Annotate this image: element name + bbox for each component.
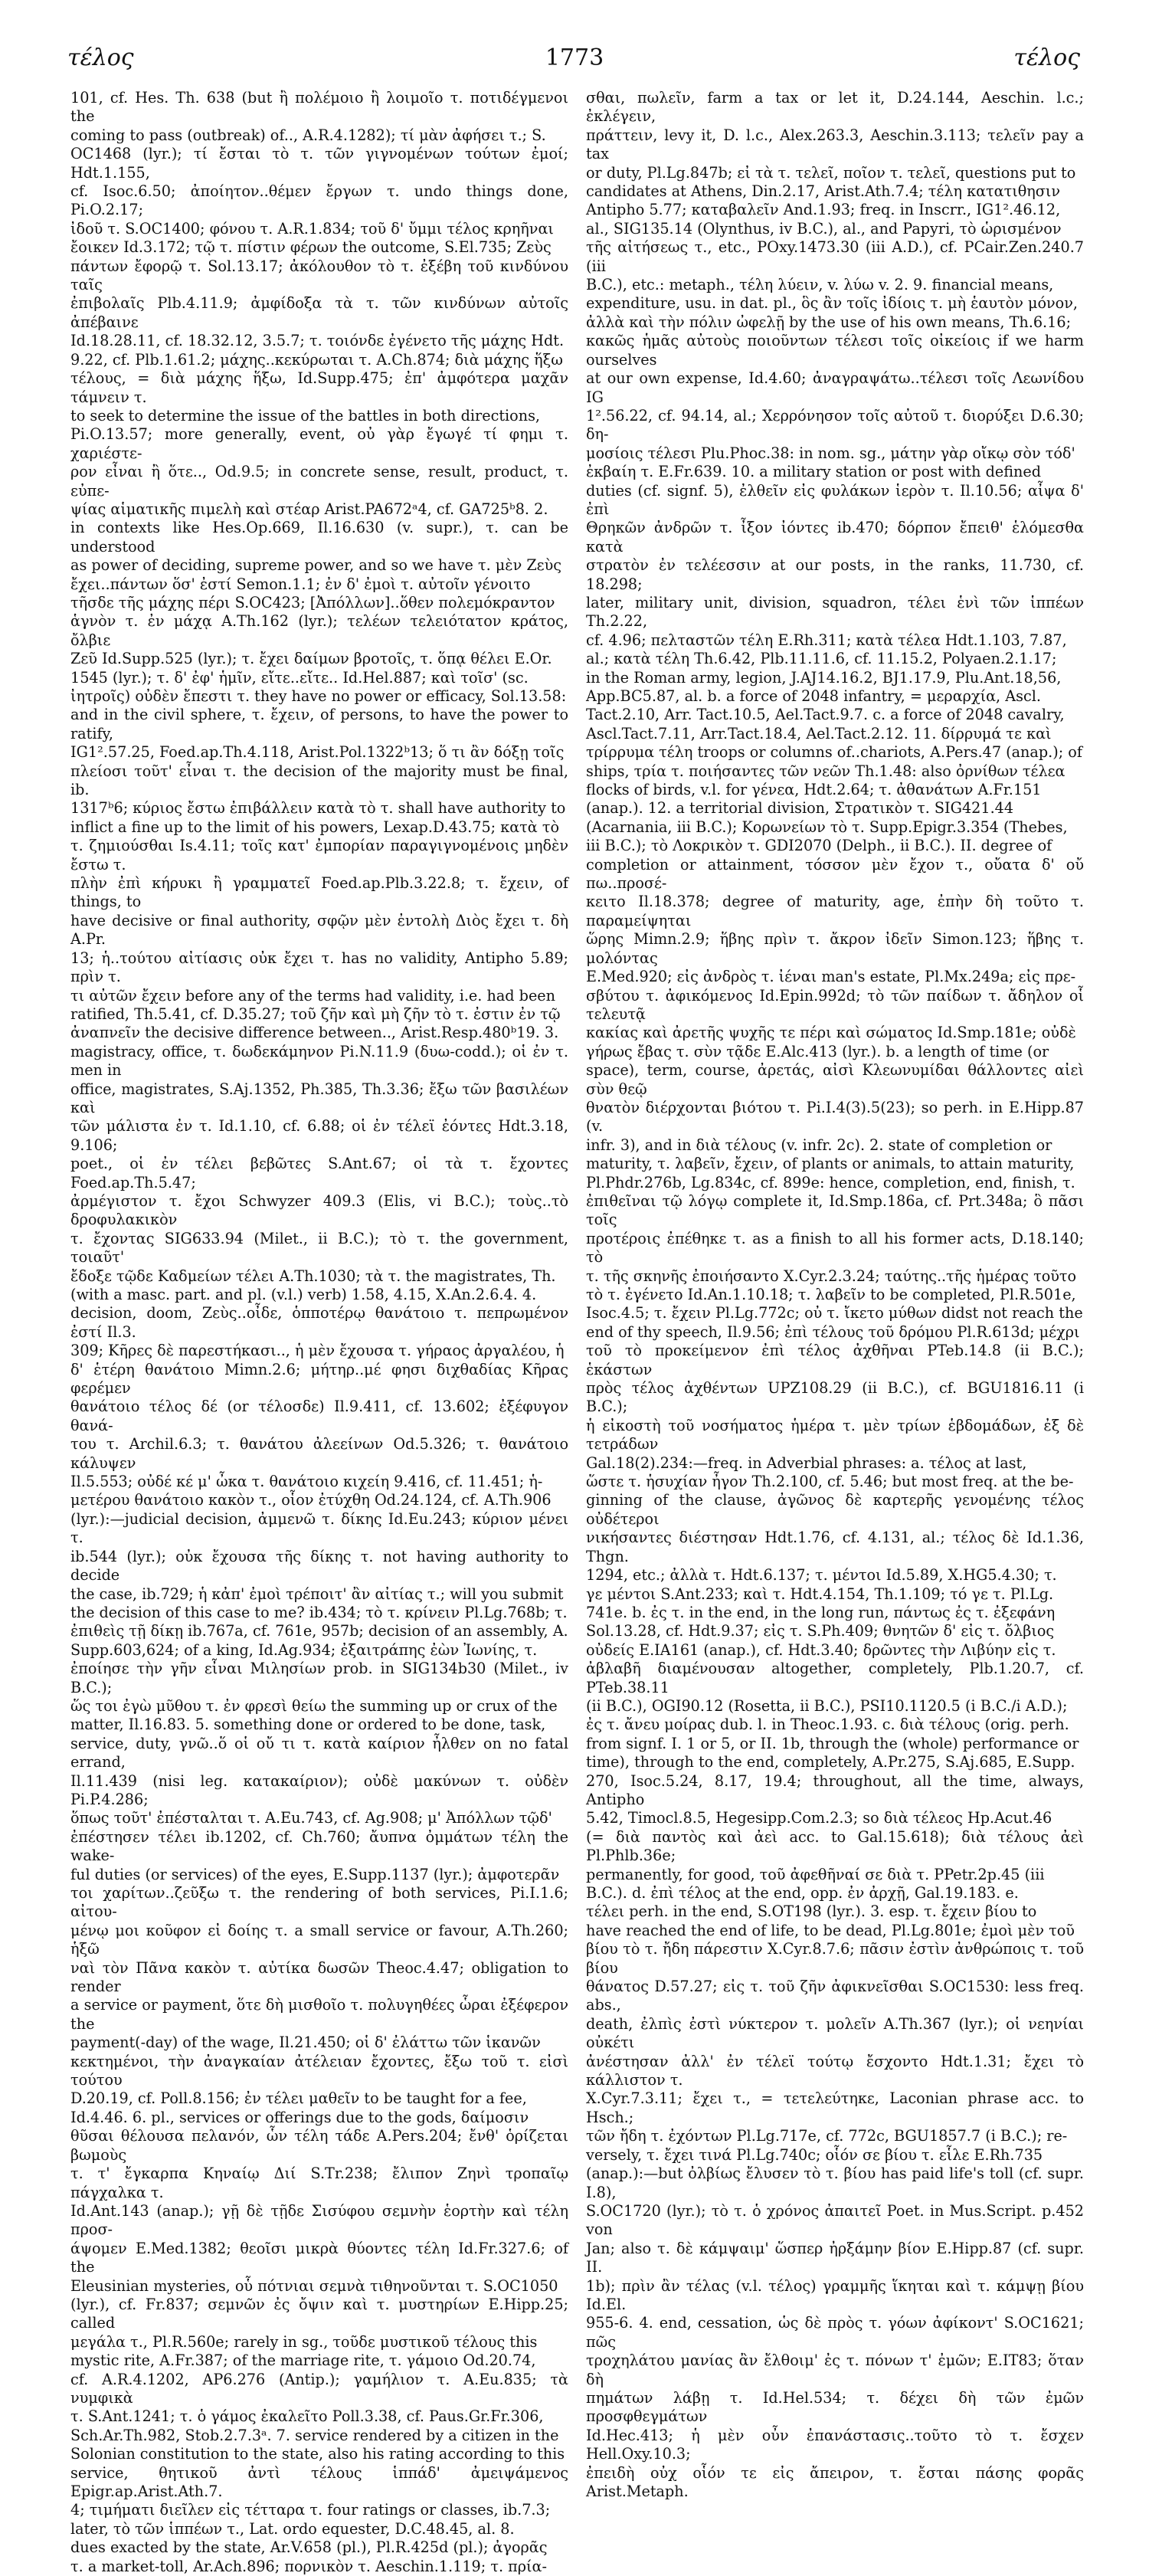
entry-line: (= διὰ παντὸς καὶ ἀεὶ acc. to Gal.15.618); διὰ τέλους ἀεὶ Pl.Phlb.36e;: [586, 1827, 1084, 1865]
entry-line: cf. A.R.4.1202, AP6.276 (Antip.); γαμήλιον τ. A.Eu.835; τὰ νυμφικὰ: [70, 2370, 568, 2407]
entry-line: γε μέντοι S.Ant.233; καὶ τ. Hdt.4.154, Th.1.109; τό γε τ. Pl.Lg.: [586, 1585, 1054, 1603]
entry-line: τρίρρυμα τέλη troops or columns of..chariots, A.Pers.47 (anap.); of: [586, 743, 1082, 762]
entry-line: X.Cyr.7.3.11; ἔχει τ., = τετελεύτηκε, Laconian phrase acc. to Hsch.;: [586, 2089, 1084, 2126]
entry-line: τι αὐτῶν ἔχειν before any of the terms had validity, i.e. had been: [70, 986, 556, 1005]
entry-line: service, duty, γνῶ..ὅ οἱ οὔ τι τ. κατὰ καίριον ἦλθεν on no fatal errand,: [70, 1734, 568, 1771]
entry-line: versely, τ. ἔχει τινά Pl.Lg.740c; οἷόν σε βίου τ. εἷλε E.Rh.735: [586, 2145, 1043, 2164]
entry-line: μετέρου θανάτοιο κακὸν τ., οἷον ἐτύχθη Od.24.124, cf. A.Th.906: [70, 1491, 552, 1509]
entry-line: Id.4.46. 6. pl., services or offerings due to the gods, δαίμοσιν: [70, 2108, 529, 2126]
entry-line: ἔοικεν Id.3.172; τῷ τ. πίστιν φέρων the outcome, S.El.735; Ζεὺς: [70, 238, 552, 257]
entry-line: τέλει perh. in the end, S.OT198 (lyr.). 3. esp. τ. ἔχειν βίου to: [586, 1903, 1037, 1921]
entry-line: ἁγνὸν τ. ἐν μάχᾳ A.Th.162 (lyr.); τελέων τελειότατον κράτος, ὄλβιε: [70, 612, 568, 649]
entry-line: Id.18.28.11, cf. 18.32.12, 3.5.7; τ. τοιόνδε ἐγένετο τῆς μάχης Hdt.: [70, 332, 565, 350]
entry-line: τ. ζημιούσθαι Is.4.11; τοῖς κατ' ἐμπορίαν παραγιγνομένοις μηδὲν ἔστω τ.: [70, 837, 568, 873]
entry-line: ἐπιθεὶς τῇ δίκῃ ib.767a, cf. 761e, 957b; decision of an assembly, A.: [70, 1622, 568, 1640]
entry-line: ἀρμέγιστον τ. ἔχοι Schwyzer 409.3 (Elis, vi B.C.); τοὺς..τὸ δροφυλακικὸν: [70, 1191, 568, 1229]
running-headword-right: τέλος: [1013, 44, 1080, 71]
entry-line: μεγάλα τ., Pl.R.560e; rarely in sg., τοῦδε μυστικοῦ τέλους this: [70, 2332, 538, 2351]
entry-line: at our own expense, Id.4.60; ἀναγραψάτω..τέλεσι τοῖς Λεωνίδου IG: [586, 369, 1084, 406]
entry-line: App.BC5.87, al. b. a force of 2048 infantry, = μεραρχία, Ascl.: [586, 687, 1041, 705]
entry-line: του τ. Archil.6.3; τ. θανάτου ἀλεείνων Od.5.326; τ. θανάτοιο κάλυψεν: [70, 1435, 568, 1472]
entry-line: iii B.C.); τὸ Λοκρικὸν τ. GDI2070 (Delph., ii B.C.). II. degree of: [586, 837, 1052, 855]
entry-line: inflict a fine up to the limit of his powers, Lexap.D.43.75; κατὰ τὸ: [70, 818, 560, 836]
entry-line: office, magistrates, S.Aj.1352, Ph.385, Th.3.36; ἔξω τῶν βασιλέων καὶ: [70, 1080, 568, 1116]
entry-line: ἐπιβολαῖς Plb.4.11.9; ἀμφίδοξα τὰ τ. τῶν κινδύνων αὐτοῖς ἀπέβαινε: [70, 294, 568, 331]
entry-line: πλὴν ἐπὶ κήρυκι ἢ γραμματεῖ Foed.ap.Plb.3.22.8; τ. ἔχειν, of things, to: [70, 874, 568, 911]
entry-line: Id.Hec.413; ἡ μὲν οὖν ἐπανάστασις..τοῦτο τὸ τ. ἔσχεν Hell.Oxy.10.3;: [586, 2426, 1084, 2463]
entry-line: as power of deciding, supreme power, and so we have τ. μὲν Ζεὺς: [70, 556, 562, 575]
entry-line: poet., οἱ ἐν τέλει βεβῶτες S.Ant.67; οἱ τὰ τ. ἔχοντες Foed.ap.Th.5.47;: [70, 1155, 568, 1191]
right-column: [586, 89, 1084, 2500]
entry-line: mystic rite, A.Fr.387; of the marriage rite, τ. γάμοιο Od.20.74,: [70, 2352, 536, 2370]
entry-line: (lyr.):—judicial decision, ἀμμενῶ τ. δίκης Id.Eu.243; κύριον μένει τ.: [70, 1509, 568, 1547]
entry-line: IG1².57.25, Foed.ap.Th.4.118, Arist.Pol.1322ᵇ13; ὅ τι ἂν δόξῃ τοῖς: [70, 743, 565, 762]
entry-line: Tact.2.10, Arr. Tact.10.5, Ael.Tact.9.7. c. a force of 2048 cavalry,: [586, 706, 1065, 724]
entry-line: Jan; also τ. δὲ κάμψαιμ' ὥσπερ ἠρξάμην βίον E.Hipp.87 (cf. supr. II.: [586, 2239, 1084, 2276]
entry-line: ἀναπνεῖν the decisive difference between.., Arist.Resp.480ᵇ19. 3.: [70, 1024, 559, 1042]
entry-line: decision, doom, Ζεὺς..οἶδε, ὁπποτέρῳ θανάτοιο τ. πεπρωμένον ἐστί Il.3.: [70, 1304, 568, 1341]
entry-line: ἔδοξε τῷδε Καδμείων τέλει A.Th.1030; τὰ τ. the magistrates, Th.: [70, 1267, 556, 1285]
entry-line: Sch.Ar.Th.982, Stob.2.7.3ᵃ. 7. service rendered by a citizen in the: [70, 2426, 559, 2444]
entry-line: duties (cf. signf. 5), ἐλθεῖν εἰς φυλάκων ἱερὸν τ. Il.10.56; αἶψα δ' ἐπὶ: [586, 481, 1084, 518]
entry-line: τ. S.Ant.1241; τ. ὁ γάμος ἐκαλεῖτο Poll.3.38, cf. Paus.Gr.Fr.306,: [70, 2407, 544, 2426]
entry-line: τῶν μάλιστα ἐν τ. Id.1.10, cf. 6.88; οἱ ἐν τέλεϊ ἐόντες Hdt.3.18, 9.106;: [70, 1117, 568, 1154]
entry-line: 1545 (lyr.); τ. δ' ἐφ' ἡμῖν, εἴτε..εἴτε.. Id.Hel.887; καὶ τοῖσ' (sc.: [70, 668, 529, 687]
entry-line: 309; Κῆρες δὲ παρεστήκασι.., ἡ μὲν ἔχουσα τ. γήραος ἀργαλέου, ἡ: [70, 1342, 565, 1360]
entry-line: τροχηλάτου μανίας ἂν ἔλθοιμ' ἐς τ. πόνων τ' ἐμῶν; E.IT83; ὅταν δὴ: [586, 2352, 1084, 2388]
entry-line: νικήσαντες διέστησαν Hdt.1.76, cf. 4.131, al.; τέλος δὲ Id.1.36, Thgn.: [586, 1529, 1084, 1565]
entry-line: 4; τιμήματι διεῖλεν εἰς τέτταρα τ. four ratings or classes, ib.7.3;: [70, 2501, 551, 2519]
entry-line: πάντων ἔφορῷ τ. Sol.13.17; ἀκόλουθον τὸ τ. ἐξέβη τοῦ κινδύνου ταῖς: [70, 257, 568, 294]
entry-line: τοι χαρίτων..ζεῦξω τ. the rendering of both services, Pi.I.1.6; αἰτου-: [70, 1884, 568, 1921]
entry-line: ships, τρία τ. ποιήσαντες τῶν νεῶν Th.1.48: also ὀρνίθων τέλεα: [586, 762, 1066, 780]
entry-line: service, θητικοῦ ἀντὶ τέλους ἱππάδ' ἀμειψάμενος Epigr.ap.Arist.Ath.7.: [70, 2463, 568, 2500]
entry-line: Eleusinian mysteries, οὗ πότνιαι σεμνὰ τιθηνοῦνται τ. S.OC1050: [70, 2276, 558, 2295]
entry-line: ginning of the clause, ἀγῶνος δὲ καρτερῆς γενομένης τέλος οὐδέτεροι: [586, 1491, 1084, 1528]
entry-line: Θρηκῶν ἀνδρῶν τ. ἶξον ἰόντες ib.470; δόρπον ἔπειθ' ἑλόμεσθα κατὰ: [586, 519, 1084, 556]
entry-line: τὸ τ. ἐγένετο Id.An.1.10.18; τ. λαβεῖν to be completed, Pl.R.501e,: [586, 1286, 1076, 1303]
entry-line: Pl.Phdr.276b, Lg.834c, cf. 899e: hence, completion, end, finish, τ.: [586, 1173, 1075, 1191]
entry-line: expenditure, usu. in dat. pl., ὃς ἂν τοῖς ἰδίοις τ. μὴ ἑαυτὸν μόνον,: [586, 294, 1078, 313]
entry-line: κακῶς ἡμᾶς αὐτοὺς ποιοῦντων τέλεσι τοῖς οἰκείοις if we harm ourselves: [586, 332, 1084, 369]
entry-line: θνατὸν διέρχονται βιότου τ. Pi.I.4(3).5(23); so perh. in E.Hipp.87 (v.: [586, 1098, 1084, 1136]
entry-line: στρατὸν ἐν τελέεσσιν at our posts, in the ranks, 11.730, cf. 18.298;: [586, 556, 1084, 593]
entry-line: Ascl.Tact.7.11, Arr.Tact.18.4, Ael.Tact.2.12. 11. δίρρυμά τε καὶ: [586, 724, 1052, 742]
entry-line: E.Med.920; εἰς ἀνδρὸς τ. ἰέναι man's estate, Pl.Mx.249a; εἰς πρε-: [586, 968, 1076, 986]
entry-line: B.C.), etc.: metaph., τέλη λύειν, v. λύω v. 2. 9. financial means,: [586, 276, 1054, 294]
entry-line: ἐπιθεῖναι τῷ λόγῳ complete it, Id.Smp.186a, cf. Prt.348a; ὃ πᾶσι τοῖς: [586, 1191, 1084, 1229]
entry-line: permanently, for good, τοῦ ἀφεθῆναί σε διὰ τ. PPetr.2p.45 (iii: [586, 1865, 1045, 1883]
entry-line: ναὶ τὸν Πᾶνα κακὸν τ. αὐτίκα δωσῶν Theoc.4.47; obligation to render: [70, 1958, 568, 1996]
entry-line: 1317ᵇ6; κύριος ἔστω ἐπιβάλλειν κατὰ τὸ τ. shall have authority to: [70, 799, 566, 818]
entry-line: OC1468 (lyr.); τί ἔσται τὸ τ. τῶν γιγνομένων τούτων ἐμοί; Hdt.1.155,: [70, 145, 568, 182]
entry-line: al.; κατὰ τέλη Th.6.42, Plb.11.11.6, cf. 11.15.2, Polyaen.2.1.17;: [586, 650, 1057, 668]
entry-line: or duty, Pl.Lg.847b; εἰ τὰ τ. τελεῖ, ποῖον τ. τελεῖ, questions put to: [586, 163, 1076, 182]
entry-line: ἐπειδὴ οὐχ οἷόν τε εἰς ἄπειρον, τ. ἔσται πάσης φορᾶς Arist.Metaph.: [586, 2463, 1084, 2500]
entry-line: κεκτημένοι, τὴν ἀναγκαίαν ἀτέλειαν ἔχοντες, ἔξω τοῦ τ. εἰσὶ τούτου: [70, 2052, 568, 2089]
entry-line: 9.22, cf. Plb.1.61.2; μάχης..κεκύρωται τ. A.Ch.874; διὰ μάχης ἥξω: [70, 350, 563, 369]
entry-line: ὅπως τοῦτ' ἐπέσταλται τ. A.Eu.743, cf. Ag.908; μ' Ἀπόλλων τῷδ': [70, 1809, 552, 1827]
entry-line: Supp.603,624; of a king, Id.Ag.934; ἐξαιτράπης ἐὼν Ἰωνίης, τ.: [70, 1640, 538, 1659]
entry-line: βίου τὸ τ. ἤδη πάρεστιν X.Cyr.8.7.6; πᾶσιν ἐστὶν ἀνθρώποις τ. τοῦ βίου: [586, 1940, 1084, 1977]
entry-line: candidates at Athens, Din.2.17, Arist.Ath.7.4; τέλη κατατιθησιν: [586, 182, 1061, 201]
entry-line: Ζεῦ Id.Supp.525 (lyr.); τ. ἔχει δαίμων βροτοῖς, τ. ὅπᾳ θέλει E.Or.: [70, 650, 552, 668]
entry-line: πημάτων λάβῃ τ. Id.Hel.534; τ. δέχει δὴ τῶν ἐμῶν προσφθεγμάτων: [586, 2388, 1084, 2426]
entry-line: μένῳ μοι κοῦφον εἰ δοίης τ. a small service or favour, A.Th.260; ἡξῶ: [70, 1921, 568, 1958]
entry-line: (ii B.C.), OGI90.12 (Rosetta, ii B.C.), PSI10.1120.5 (i B.C./i A.D.);: [586, 1696, 1068, 1715]
entry-line: in contexts like Hes.Op.669, Il.16.630 (v. supr.), τ. can be understood: [70, 519, 568, 556]
entry-line: 1².56.22, cf. 94.14, al.; Χερρόνησον τοῖς αὐτοῦ τ. διορύξει D.6.30; δη-: [586, 406, 1084, 444]
entry-line: ἀλλὰ καὶ τὴν πόλιν ὠφελῇ by the use of his own means, Th.6.16;: [586, 313, 1072, 331]
entry-line: σβύτου τ. ἀφικόμενος Id.Epin.992d; τὸ τῶν παίδων τ. ἄδηλον οἷ τελευτᾷ: [586, 986, 1084, 1023]
entry-line: payment(-day) of the wage, Il.21.450; οἱ δ' ἐλάττω τῶν ἱκανῶν: [70, 2034, 541, 2052]
entry-line: τ. ἔχοντας SIG633.94 (Milet., ii B.C.); τὸ τ. the government, τοιαῦτ': [70, 1229, 568, 1267]
entry-line: (anap.):—but ὀλβίως ἔλυσεν τὸ τ. βίου has paid life's toll (cf. supr. I.8),: [586, 2165, 1084, 2201]
entry-line: τ. a market-toll, Ar.Ach.896; πορνικὸν τ. Aeschin.1.119; τ. πρία-: [70, 2557, 547, 2575]
entry-line: πράττειν, levy it, D. l.c., Alex.263.3, Aeschin.3.113; τελεῖν pay a tax: [586, 126, 1084, 163]
entry-line: δ' ἑτέρη θανάτοιο Mimn.2.6; μήτηρ..μέ φησι διχθαδίας Κῆρας φερέμεν: [70, 1360, 568, 1398]
entry-line: magistracy, office, τ. δωδεκάμηνον Pi.N.11.9 (δυω-codd.); οἱ ἐν τ. men in: [70, 1042, 568, 1080]
entry-line: Sol.13.28, cf. Hdt.9.37; εἰς τ. S.Ph.409; θνητῶν δ' εἰς τ. ὄλβιος: [586, 1622, 1055, 1640]
entry-line: Isoc.4.5; τ. ἔχειν Pl.Lg.772c; οὐ τ. ἴκετο μύθων didst not reach the: [586, 1304, 1083, 1322]
entry-line: 1b); πρὶν ἂν τέλας (v.l. τέλος) γραμμῆς ἵκηται καὶ τ. κάμψῃ βίου Id.El.: [586, 2276, 1084, 2313]
entry-line: al., SIG135.14 (Olynthus, iv B.C.), al., and Papyri, τὸ ὡρισμένον: [586, 219, 1062, 238]
entry-line: ψίας αἱματικῆς πιμελὴ καὶ στέαρ Arist.PA672ᵃ4, cf. GA725ᵇ8. 2.: [70, 500, 548, 518]
entry-line: θανάτοιο τέλος δέ (or τέλοσδε) Il.9.411, cf. 13.602; ἐξέφυγον θανά-: [70, 1398, 568, 1434]
entry-line: ἔχει..πάντων ὅσ' ἐστί Semon.1.1; ἐν δ' ἐμοὶ τ. αὐτοῖν γένοιτο: [70, 575, 531, 593]
entry-line: later, τὸ τῶν ἱππέων τ., Lat. ordo equester, D.C.48.45, al. 8.: [70, 2519, 515, 2538]
entry-line: Pi.O.13.57; more generally, event, οὐ γὰρ ἔγωγέ τί φημι τ. χαριέστε-: [70, 425, 568, 462]
entry-line: ib.544 (lyr.); οὐκ ἔχουσα τῆς δίκης τ. not having authority to decide: [70, 1547, 568, 1585]
entry-line: and in the civil sphere, τ. ἔχειν, of persons, to have the power to ratify,: [70, 706, 568, 742]
entry-line: cf. 4.96; πελταστῶν τέλη E.Rh.311; κατὰ τέλεα Hdt.1.103, 7.87,: [586, 631, 1067, 649]
entry-line: Solonian constitution to the state, also his rating according to this: [70, 2445, 565, 2463]
entry-line: Il.11.439 (nisi leg. κατακαίριον); οὐδὲ μακύνων τ. οὐδὲν Pi.P.4.286;: [70, 1771, 568, 1808]
entry-line: (lyr.), cf. Fr.837; σεμνῶν ἐς ὄψιν καὶ τ. μυστηρίων E.Hipp.25; called: [70, 2295, 568, 2332]
entry-line: 1294, etc.; ἀλλὰ τ. Hdt.6.137; τ. μέντοι Id.5.89, X.HG5.4.30; τ.: [586, 1566, 1057, 1585]
entry-line: τέλους, = διὰ μάχης ἥξω, Id.Supp.475; ἐπ' ἀμφότερα μαχᾶν τάμνειν τ.: [70, 369, 568, 406]
entry-line: (with a masc. part. and pl. (v.l.) verb) 1.58, 4.15, X.An.2.6.4. 4.: [70, 1286, 537, 1303]
entry-line: ἡ εἰκοστὴ τοῦ νοσήματος ἡμέρα τ. μὲν τρίων ἑβδομάδων, ἐξ δὲ τετράδων: [586, 1416, 1084, 1454]
entry-line: ἀβλαβῆ διαμένουσαν altogether, completely, Plb.1.20.7, cf. PTeb.38.11: [586, 1660, 1084, 1696]
entry-line: Antipho 5.77; καταβαλεῖν And.1.93; freq. in Inscrr., IG1².46.12,: [586, 201, 1061, 219]
entry-line: Il.5.553; οὐδέ κέ μ' ὦκα τ. θανάτοιο κιχείη 9.416, cf. 11.451; ἡ-: [70, 1473, 543, 1491]
entry-line: ὥστε τ. ἡσυχίαν ἦγον Th.2.100, cf. 5.46; but most freq. at the be-: [586, 1473, 1074, 1491]
entry-line: cf. Isoc.6.50; ἀποίητον..θέμεν ἔργων τ. undo things done, Pi.O.2.17;: [70, 182, 568, 219]
entry-line: space), term, course, ἀρετάς, αἰσὶ Κλεωνυμίδαι θάλλοντες αἰεὶ σὺν θεῷ: [586, 1061, 1084, 1098]
entry-line: προτέροις ἐπέθηκε τ. as a finish to all his former acts, D.18.140; τὸ: [586, 1229, 1084, 1267]
entry-line: flocks of birds, v.l. for γένεα, Hdt.2.64; τ. ἀθανάτων A.Fr.151: [586, 781, 1042, 799]
entry-line: end of thy speech, Il.9.56; ἐπὶ τέλους τοῦ δρόμου Pl.R.613d; μέχρι: [586, 1322, 1080, 1341]
entry-line: πλείοσι τοῦτ' εἶναι τ. the decision of the majority must be final, ib.: [70, 762, 568, 799]
entry-line: θῦσαι θέλουσα πελανόν, ὧν τέλη τάδε A.Pers.204; ἔνθ' ὁρίζεται βωμοὺς: [70, 2127, 568, 2164]
entry-line: ful duties (or services) of the eyes, E.Supp.1137 (lyr.); ἀμφοτερᾶν: [70, 1865, 560, 1883]
entry-line: 955-6. 4. end, cessation, ὡς δὲ πρὸς τ. γόων ἀφίκοντ' S.OC1621; πῶς: [586, 2314, 1084, 2351]
entry-line: 741e. b. ἐς τ. in the end, in the long run, πάντως ἐς τ. ἐξεφάνη: [586, 1603, 1056, 1621]
entry-line: θάνατος D.57.27; εἰς τ. τοῦ ζῆν ἀφικνεῖσθαι S.OC1530: less freq. abs.,: [586, 1978, 1084, 2014]
entry-line: τοῦ τὸ προκείμενον ἐπὶ τέλος ἀχθῆναι PTeb.14.8 (ii B.C.); ἑκάστων: [586, 1342, 1084, 1378]
entry-line: τῆσδε τῆς μάχης πέρι S.OC423; [Ἀπόλλων]..ὅθεν πολεμόκραντον: [70, 593, 555, 611]
entry-line: 5.42, Timocl.8.5, Hegesipp.Com.2.3; so διὰ τέλεος Hp.Acut.46: [586, 1809, 1052, 1827]
entry-line: from signf. I. 1 or 5, or II. 1b, through the (whole) performance or: [586, 1734, 1079, 1752]
entry-line: infr. 3), and in διὰ τέλους (v. infr. 2c). 2. state of completion or: [586, 1136, 1052, 1154]
entry-line: S.OC1720 (lyr.); τὸ τ. ὁ χρόνος ἀπαιτεῖ Poet. in Mus.Script. p.452 von: [586, 2201, 1084, 2239]
entry-line: have reached the end of life, to be dead, Pl.Lg.801e; ἐμοὶ μὲν τοῦ: [586, 1921, 1075, 1939]
entry-line: ὥς τοι ἐγὼ μῦθου τ. ἐν φρεσὶ θείω the summing up or crux of the: [70, 1696, 558, 1715]
entry-line: τ. τῆς σκηνῆς ἐποιήσαντο X.Cyr.2.3.24; ταύτης..τῆς ἡμέρας τοῦτο: [586, 1267, 1077, 1285]
entry-line: matter, Il.16.83. 5. something done or ordered to be done, task,: [70, 1716, 546, 1734]
entry-line: maturity, τ. λαβεῖν, ἔχειν, of plants or animals, to attain maturity,: [586, 1155, 1075, 1173]
entry-line: in the Roman army, legion, J.AJ14.16.2, BJ1.17.9, Plu.Ant.18,56,: [586, 668, 1062, 687]
entry-line: πρὸς τέλος ἀχθέντων UPZ108.29 (ii B.C.), cf. BGU1816.11 (i B.C.);: [586, 1379, 1084, 1416]
entry-line: ρον εἶναι ἢ ὅτε.., Od.9.5; in concrete sense, result, product, τ. εὐπε-: [70, 463, 568, 500]
entry-line: 13; ἡ..τούτου αἰτίασις οὐκ ἔχει τ. has no validity, Antipho 5.89; πρὶν τ.: [70, 949, 568, 986]
entry-line: have decisive or final authority, σφῷν μὲν ἐντολὴ Διὸς ἔχει τ. δὴ A.Pr.: [70, 911, 568, 949]
entry-line: ἰητροῖς) οὐδὲν ἔπεστι τ. they have no power or efficacy, Sol.13.58:: [70, 687, 567, 705]
entry-line: τῶν ἤδη τ. ἐχόντων Pl.Lg.717e, cf. 772c, BGU1857.7 (i B.C.); re-: [586, 2127, 1068, 2145]
entry-line: coming to pass (outbreak) of.., A.R.4.1282); τί μὰν ἀφήσει τ.; S.: [70, 126, 546, 144]
entry-line: death, ἐλπὶς ἐστὶ νύκτερον τ. μολεῖν A.Th.367 (lyr.); οἱ νεηνίαι οὐκέτι: [586, 2014, 1084, 2052]
entry-line: κακίας καὶ ἀρετῆς ψυχῆς τε πέρι καὶ σώματος Id.Smp.181e; οὐδὲ: [586, 1024, 1076, 1042]
entry-line: later, military unit, division, squadron, τέλει ἑνὶ τῶν ἱππέων Th.2.22,: [586, 593, 1084, 631]
entry-line: κειτο Il.18.378; degree of maturity, age, ἐπὴν δὴ τοῦτο τ. παραμείψηται: [586, 893, 1084, 929]
left-column: [70, 89, 568, 2575]
entry-line: σθαι, πωλεῖν, farm a tax or let it, D.24.144, Aeschin. l.c.; ἐκλέγειν,: [586, 89, 1084, 126]
entry-line: τῆς αἰτήσεως τ., etc., POxy.1473.30 (iii A.D.), cf. PCair.Zen.240.7 (iii: [586, 238, 1084, 275]
entry-line: μοσίοις τέλεσι Plu.Phoc.38: in nom. sg., μάτην γὰρ οἴκῳ σὸν τόδ': [586, 444, 1075, 462]
entry-line: completion or attainment, τόσσον μὲν ἔχον τ., οὔατα δ' οὔ πω..προσέ-: [586, 855, 1084, 893]
entry-line: B.C.). d. ἐπὶ τέλος at the end, opp. ἐν ἀρχῇ, Gal.19.183. e.: [586, 1884, 1019, 1902]
entry-line: ἰδοῦ τ. S.OC1400; φόνου τ. A.R.1.834; τοῦ δ' ὔμμι τέλος κρηῆναι: [70, 219, 554, 238]
entry-line: time), through to the end, completely, A.Pr.275, S.Aj.685, E.Supp.: [586, 1753, 1075, 1771]
entry-line: ἐκβαίη τ. E.Fr.639. 10. a military station or post with defined: [586, 463, 1042, 481]
entry-line: Id.Ant.143 (anap.); γῇ δὲ τῇδε Σισύφου σεμνὴν ἑορτὴν καὶ τέλη προσ-: [70, 2201, 568, 2239]
entry-line: 270, Isoc.5.24, 8.17, 19.4; throughout, all the time, always, Antipho: [586, 1771, 1084, 1808]
entry-line: οὐδείς E.IA161 (anap.), cf. Hdt.3.40; δρῶντες τὴν Λιβύην εἰς τ.: [586, 1640, 1056, 1659]
running-headword-left: τέλος: [67, 44, 134, 71]
entry-line: D.20.19, cf. Poll.8.156; ἐν τέλει μαθεῖν to be taught for a fee,: [70, 2089, 527, 2108]
entry-line: dues exacted by the state, Ar.V.658 (pl.), Pl.R.425d (pl.); ἀγορᾶς: [70, 2538, 548, 2557]
entry-line: the decision of this case to me? ib.434; τὸ τ. κρίνειν Pl.Lg.768b; τ.: [70, 1603, 568, 1621]
entry-line: Gal.18(2).234:—freq. in Adverbial phrases: a. τέλος at last,: [586, 1454, 1027, 1472]
entry-line: a service or payment, ὅτε δὴ μισθοῖο τ. πολυγηθέες ὧραι ἐξέφερον the: [70, 1996, 568, 2033]
page-number: 1773: [545, 44, 604, 71]
entry-line: τ. τ' ἔγκαρπα Κηναίῳ Διί S.Tr.238; ἔλιπον Ζηνὶ τροπαῖῳ πάγχαλκα τ.: [70, 2165, 568, 2201]
entry-line: ἐς τ. ἄνευ μοίρας dub. l. in Theoc.1.93. c. διὰ τέλους (orig. perh.: [586, 1716, 1069, 1734]
entry-line: ἐπέστησεν τέλει ib.1202, cf. Ch.760; ἄυπνα ὀμμάτων τέλη the wake-: [70, 1827, 568, 1865]
entry-line: άψομεν E.Med.1382; θεοῖσι μικρὰ θύοντες τέλη Id.Fr.327.6; of the: [70, 2239, 568, 2276]
entry-line: ἀνέστησαν ἀλλ' ἐν τέλεϊ τούτῳ ἔσχοντο Hdt.1.31; ἔχει τὸ κάλλιστον τ.: [586, 2052, 1084, 2089]
entry-line: 101, cf. Hes. Th. 638 (but ἢ πολέμοιο ἢ λοιμοῖο τ. ποτιδέγμενοι the: [70, 89, 568, 126]
entry-line: (Acarnania, iii B.C.); Κορωνείων τὸ τ. Supp.Epigr.3.354 (Thebes,: [586, 818, 1068, 836]
entry-line: (anap.). 12. a territorial division, Στρατικὸν τ. SIG421.44: [586, 799, 1014, 818]
entry-line: ὥρης Mimn.2.9; ἥβης πρὶν τ. ἄκρον ἰδεῖν Simon.123; ἥβης τ. μολόντας: [586, 930, 1084, 967]
entry-line: γήρως ἔβας τ. σὺν τᾷδε E.Alc.413 (lyr.). b. a length of time (or: [586, 1042, 1049, 1060]
entry-line: ἐποίησε τὴν γῆν εἶναι Μιλησίων prob. in SIG134b30 (Milet., iv B.C.);: [70, 1660, 568, 1696]
entry-line: the case, ib.729; ἡ κἀπ' ἐμοὶ τρέποιτ' ἂν αἰτίας τ.; will you submit: [70, 1585, 564, 1603]
entry-line: ratified, Th.5.41, cf. D.35.27; τοῦ ζῆν καὶ μὴ ζῆν τὸ τ. ἐστιν ἐν τῷ: [70, 1005, 561, 1023]
entry-line: to seek to determine the issue of the battles in both directions,: [70, 406, 541, 424]
